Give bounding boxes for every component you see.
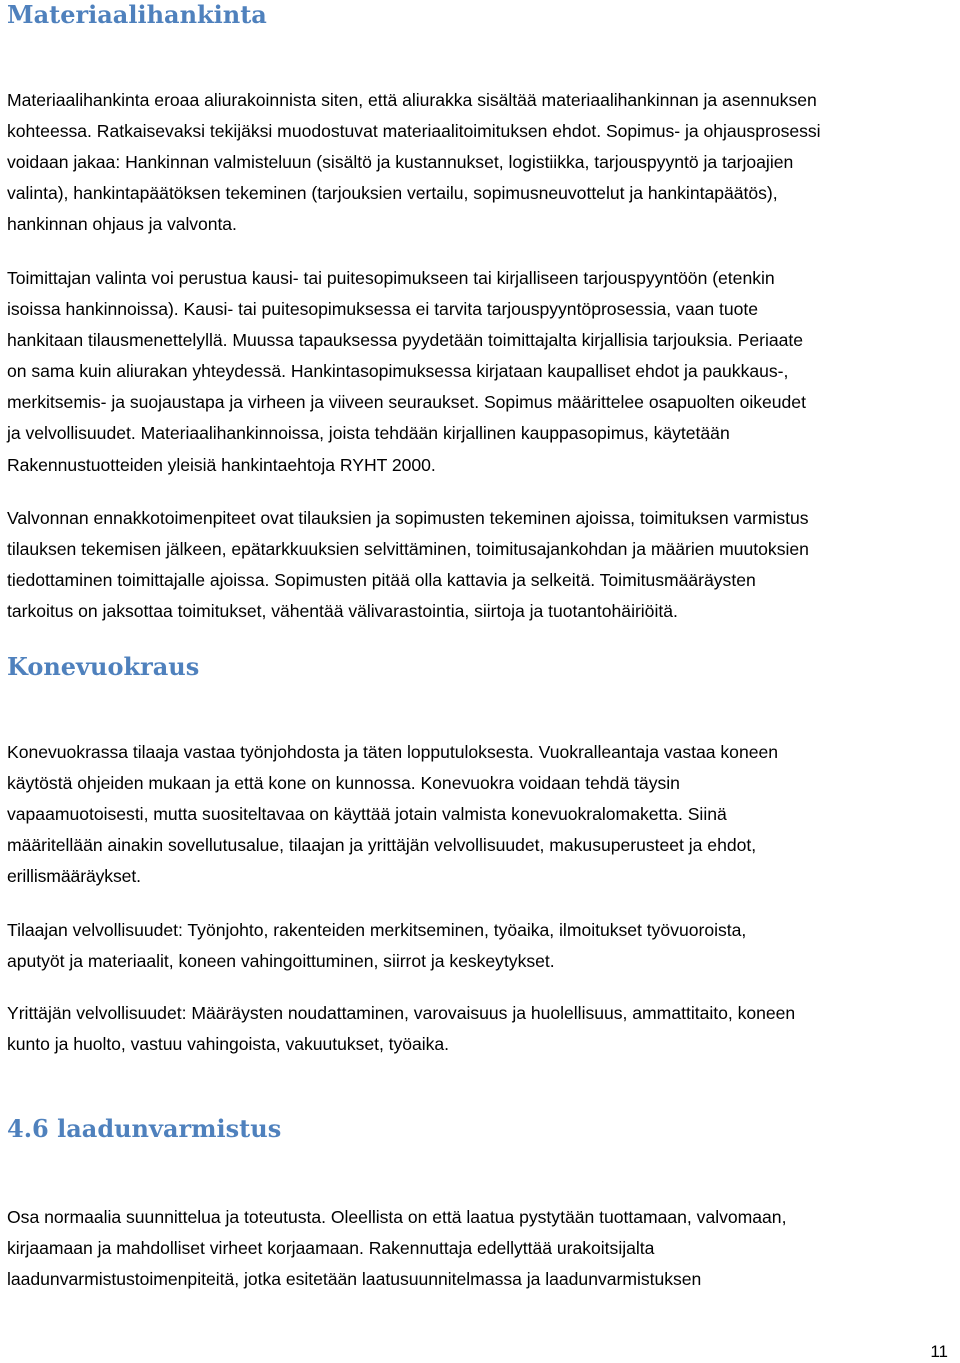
text-line: valinta), hankintapäätöksen tekeminen (tarjouksien vertailu, sopimusneuvottelut ja hankintapäätös),: [7, 183, 778, 204]
text-line: on sama kuin aliurakan yhteydessä. Hankintasopimuksessa kirjataan kaupalliset ehdot ja paukkaus-,: [7, 361, 789, 382]
text-line: tiedottaminen toimittajalle ajoissa. Sopimusten pitää olla kattavia ja selkeitä. Toimitusmääräysten: [7, 570, 756, 591]
text-line: erillismääräykset.: [7, 866, 141, 887]
text-line: hankitaan tilausmenettelyllä. Muussa tapauksessa pyydetään toimittajalta kirjallisia tarjouksia. Periaate: [7, 330, 803, 351]
text-line: määritellään ainakin sovellutusalue, tilaajan ja yrittäjän velvollisuudet, makusuperusteet ja ehdot,: [7, 835, 757, 856]
text-line: kohteessa. Ratkaisevaksi tekijäksi muodostuvat materiaalitoimituksen ehdot. Sopimus- ja ohjausprosessi: [7, 121, 821, 142]
text-line: Rakennustuotteiden yleisiä hankintaehtoja RYHT 2000.: [7, 454, 436, 475]
text-line: Tilaajan velvollisuudet: Työnjohto, rakenteiden merkitseminen, työaika, ilmoitukset työvuoroista,: [7, 920, 747, 940]
text-line: Toimittajan valinta voi perustua kausi- tai puitesopimukseen tai kirjalliseen tarjouspyyntöön (etenkin: [7, 268, 775, 288]
text-line: Konevuokrassa tilaaja vastaa työnjohdosta ja täten lopputuloksesta. Vuokralleantaja vastaa koneen: [7, 742, 779, 762]
text-line: kunto ja huolto, vastuu vahingoista, vakuutukset, työaika.: [7, 1034, 450, 1055]
text-line: Materiaalihankinta eroaa aliurakoinnista siten, että aliurakka sisältää materiaalihankinnan ja asennuksen: [7, 90, 817, 110]
paragraph: [7, 263, 959, 481]
page-number: 11: [930, 1342, 948, 1361]
text-line: laadunvarmistustoimenpiteitä, jotka esitetään laatusuunnitelmassa ja laadunvarmistuksen: [7, 1269, 702, 1290]
paragraph: [7, 915, 959, 977]
text-line: vapaamuotoisesti, mutta suositeltavaa on käyttää jotain valmista konevuokralomaketta. Siinä: [7, 804, 727, 825]
section-heading-konevuokraus: Konevuokraus: [7, 652, 200, 681]
text-line: aputyöt ja materiaalit, koneen vahingoittuminen, siirrot ja keskeytykset.: [7, 951, 555, 972]
paragraph: [7, 1202, 959, 1295]
paragraph: [7, 998, 959, 1060]
text-line: ja velvollisuudet. Materiaalihankinnoissa, joista tehdään kirjallinen kauppasopimus, käytetään: [7, 423, 730, 444]
paragraph: [7, 503, 959, 627]
text-line: merkitsemis- ja suojaustapa ja virheen ja viiveen seuraukset. Sopimus määrittelee osapuolten oikeudet: [7, 392, 806, 413]
text-line: Yrittäjän velvollisuudet: Määräysten noudattaminen, varovaisuus ja huolellisuus, ammattitaito, koneen: [7, 1003, 796, 1023]
text-line: voidaan jakaa: Hankinnan valmisteluun (sisältö ja kustannukset, logistiikka, tarjouspyyntö ja tarjoajien: [7, 152, 794, 173]
text-line: hankinnan ohjaus ja valvonta.: [7, 214, 237, 235]
text-line: isoissa hankinnoissa). Kausi- tai puitesopimuksessa ei tarvita tarjouspyyntöprosessia, vaan tuote: [7, 299, 759, 320]
section-heading-materiaalihankinta: Materiaalihankinta: [7, 0, 267, 29]
text-line: Valvonnan ennakkotoimenpiteet ovat tilauksien ja sopimusten tekeminen ajoissa, toimituksen varmistus: [7, 508, 809, 528]
section-heading-laadunvarmistus: 4.6 laadunvarmistus: [7, 1114, 282, 1143]
paragraph: [7, 85, 959, 240]
text-line: kirjaamaan ja mahdolliset virheet korjaamaan. Rakennuttaja edellyttää urakoitsijalta: [7, 1238, 655, 1259]
text-line: tarkoitus on jaksottaa toimitukset, vähentää välivarastointia, siirtoja ja tuotantohäiriöitä.: [7, 601, 678, 622]
paragraph: [7, 737, 959, 892]
text-line: tilauksen tekemisen jälkeen, epätarkkuuksien selvittäminen, toimitusajankohdan ja määrien muutoksien: [7, 539, 809, 560]
text-line: käytöstä ohjeiden mukaan ja että kone on kunnossa. Konevuokra voidaan tehdä täysin: [7, 773, 680, 794]
text-line: Osa normaalia suunnittelua ja toteutusta. Oleellista on että laatua pystytään tuottamaan, valvomaan,: [7, 1207, 787, 1227]
